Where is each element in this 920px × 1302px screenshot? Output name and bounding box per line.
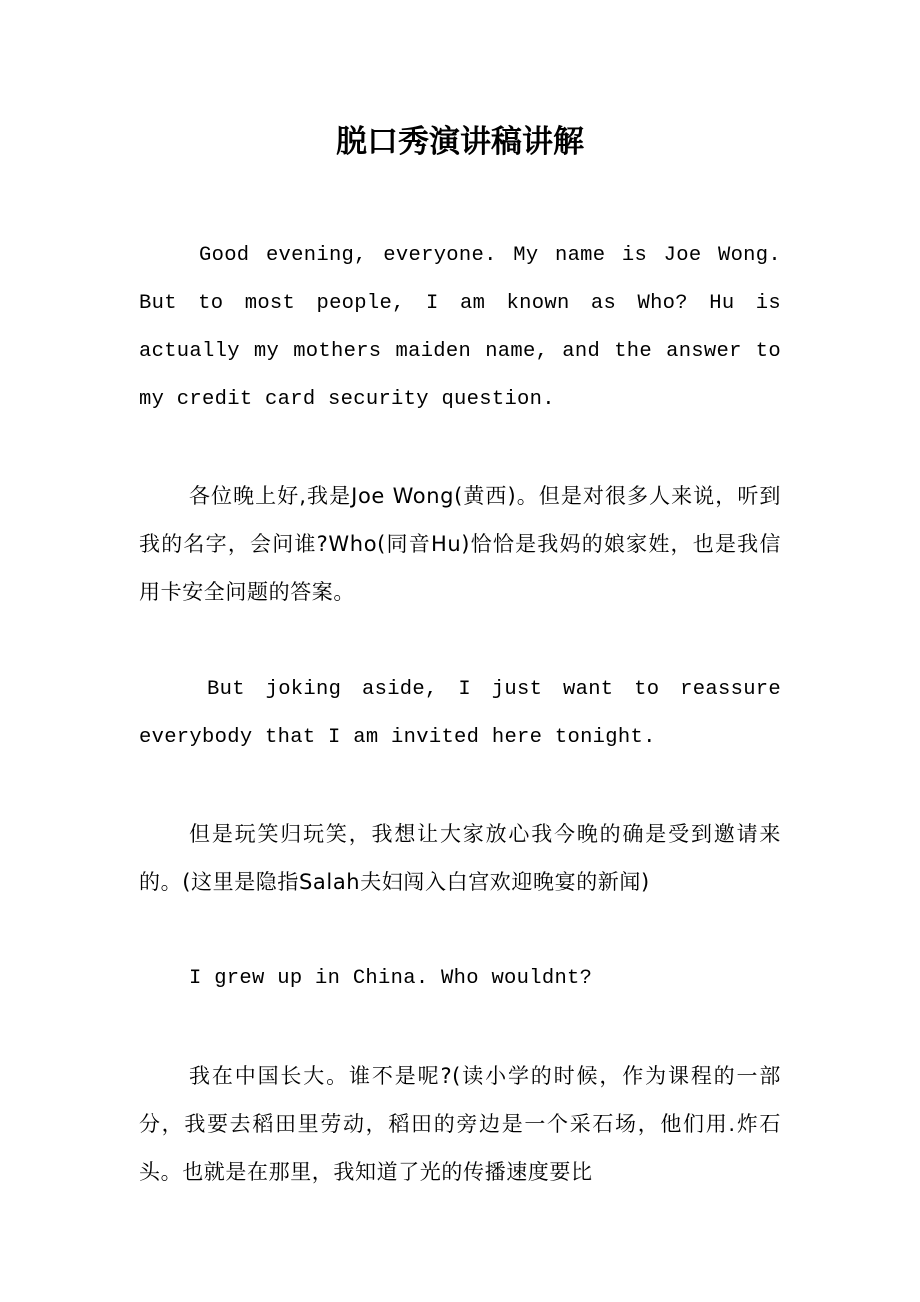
paragraph-english-3: I grew up in China. Who wouldnt? <box>189 967 593 990</box>
paragraph-chinese-1: 各位晚上好,我是Joe Wong(黄西)。但是对很多人来说，听到我的名字，会问谁?Who(同音Hu)恰恰是我妈的娘家姓，也是我信用卡安全问题的答案。 <box>139 484 781 604</box>
paragraph-chinese-3: 我在中国长大。谁不是呢?(读小学的时候，作为课程的一部分，我要去稻田里劳动，稻田的旁边是一个采石场，他们用.炸石头。也就是在那里，我知道了光的传播速度要比 <box>139 1064 781 1184</box>
document-title: 脱口秀演讲稿讲解 <box>336 124 584 160</box>
paragraph-english-1: Good evening, everyone. My name is Joe Wong. But to most people, I am known as Who? Hu is actually my mothers maiden name, and the answer to my credit card security question. <box>139 244 781 411</box>
paragraph-english-2: But joking aside, I just want to reassure everybody that I am invited here tonight. <box>139 678 781 749</box>
paragraph-chinese-2: 但是玩笑归玩笑，我想让大家放心我今晚的确是受到邀请来的。(这里是隐指Salah夫妇闯入白宫欢迎晚宴的新闻) <box>139 822 781 894</box>
